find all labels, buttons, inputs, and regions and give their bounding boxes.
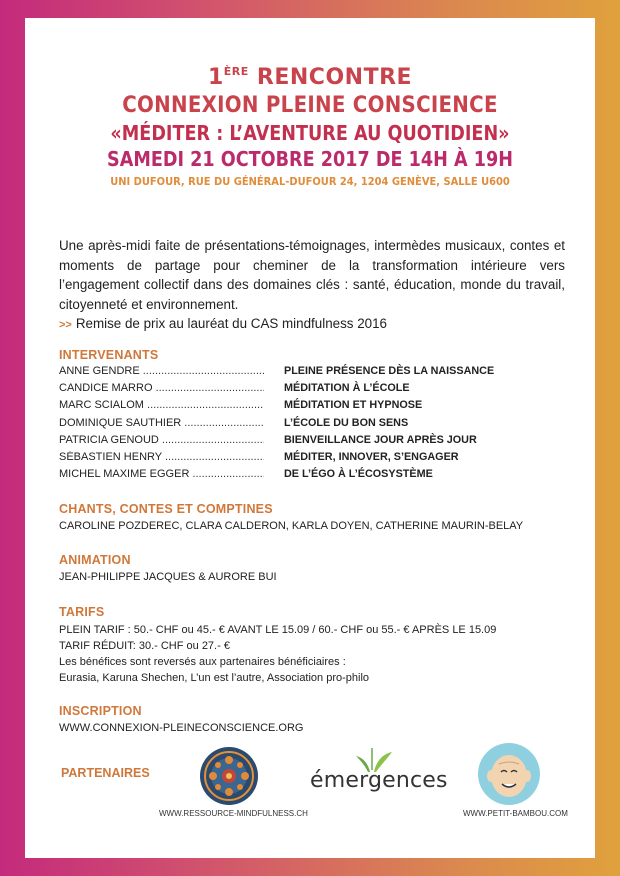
speaker-row (59, 382, 559, 399)
speaker-row (59, 434, 559, 451)
speaker-name: SÉBASTIEN HENRY ..... (59, 451, 264, 463)
speaker-name: MARC SCIALOM ..... (59, 399, 264, 411)
bambou-url[interactable]: WWW.PETIT-BAMBOU.COM (463, 809, 568, 818)
event-header (25, 58, 595, 190)
speaker-row (59, 399, 559, 416)
arrow-icon: >> (59, 319, 72, 331)
event-name: CONNEXION PLEINE CONSCIENCE (122, 93, 498, 118)
talk-title: L’ÉCOLE DU BON SENS (284, 416, 409, 429)
speaker-name: DOMINIQUE SAUTHIER ..... (59, 417, 264, 429)
speaker-name: CANDICE MARRO ..... (59, 382, 264, 394)
partenaires-title: PARTENAIRES (61, 766, 150, 780)
intervenants-title: INTERVENANTS (59, 348, 159, 362)
rencontre-superscript: ÈRE (223, 65, 249, 78)
flyer-card (25, 18, 595, 858)
benefices-text: Les bénéfices sont reversés aux partenaires bénéficiaires : (59, 656, 346, 668)
tarif-plein: PLEIN TARIF : 50.- CHF ou 45.- € AVANT LE 15.09 / 60.- CHF ou 55.- € APRÈS LE 15.09 (59, 624, 497, 636)
talk-title: BIENVEILLANCE JOUR APRÈS JOUR (284, 433, 477, 446)
speaker-row (59, 468, 559, 485)
animation-names: JEAN-PHILIPPE JACQUES & AURORE BUI (59, 571, 277, 583)
talk-title: DE L’ÉGO À L’ÉCOSYSTÈME (284, 468, 433, 481)
emergences-wordmark: émergences (310, 768, 448, 793)
header-rencontre (25, 58, 595, 92)
event-date: SAMEDI 21 OCTOBRE 2017 DE 14H À 19H (107, 147, 513, 171)
talk-title: MÉDITER, INNOVER, S’ENGAGER (284, 451, 459, 463)
speaker-name: ANNE GENDRE ..... (59, 365, 264, 377)
petit-bambou-logo (477, 742, 541, 806)
tarif-reduit: TARIF RÉDUIT: 30.- CHF ou 27.- € (59, 640, 230, 652)
talk-title: MÉDITATION À L’ÉCOLE (284, 382, 410, 395)
talk-title: PLEINE PRÉSENCE DÈS LA NAISSANCE (284, 365, 495, 377)
inscription-title: INSCRIPTION (59, 704, 142, 718)
ressource-url[interactable]: WWW.RESSOURCE-MINDFULNESS.CH (159, 809, 308, 818)
speaker-name: PATRICIA GENOUD ..... (59, 434, 264, 446)
chants-names: CAROLINE POZDEREC, CLARA CALDERON, KARLA DOYEN, CATHERINE MAURIN-BELAY (59, 520, 524, 532)
rencontre-number: 1 (207, 65, 224, 90)
chants-title: CHANTS, CONTES ET COMPTINES (59, 502, 273, 516)
award-text: Remise de prix au lauréat du CAS mindfulness 2016 (75, 316, 387, 331)
animation-title: ANIMATION (59, 553, 131, 567)
talk-title: MÉDITATION ET HYPNOSE (284, 399, 423, 412)
event-location: UNI DUFOUR, RUE DU GÉNÉRAL-DUFOUR 24, 1204 GENÈVE, SALLE U600 (110, 175, 510, 188)
ressource-mindfulness-logo (199, 746, 259, 806)
beneficiaires-list: Eurasia, Karuna Shechen, L’un est l’autre, Association pro-philo (59, 672, 370, 684)
intro-text: Une après-midi faite de présentations-témoignages, intermèdes musicaux, contes et moments de partage pour cheminer de la transformation intérieure vers l’engagement collectif dans des domaines clés : santé, éducation, monde du travail, citoyenneté et environnement. (59, 238, 565, 312)
intro-paragraph (59, 236, 565, 336)
event-subtitle: «MÉDITER : L’AVENTURE AU QUOTIDIEN» (110, 121, 510, 145)
inscription-url[interactable]: WWW.CONNEXION-PLEINECONSCIENCE.ORG (59, 722, 304, 734)
tarifs-title: TARIFS (59, 605, 105, 619)
speaker-name: MICHEL MAXIME EGGER ..... (59, 468, 264, 480)
speaker-row (59, 451, 559, 468)
speaker-row (59, 365, 559, 382)
rencontre-word: RENCONTRE (256, 65, 413, 90)
emergences-logo (310, 746, 448, 806)
speaker-row (59, 417, 559, 434)
